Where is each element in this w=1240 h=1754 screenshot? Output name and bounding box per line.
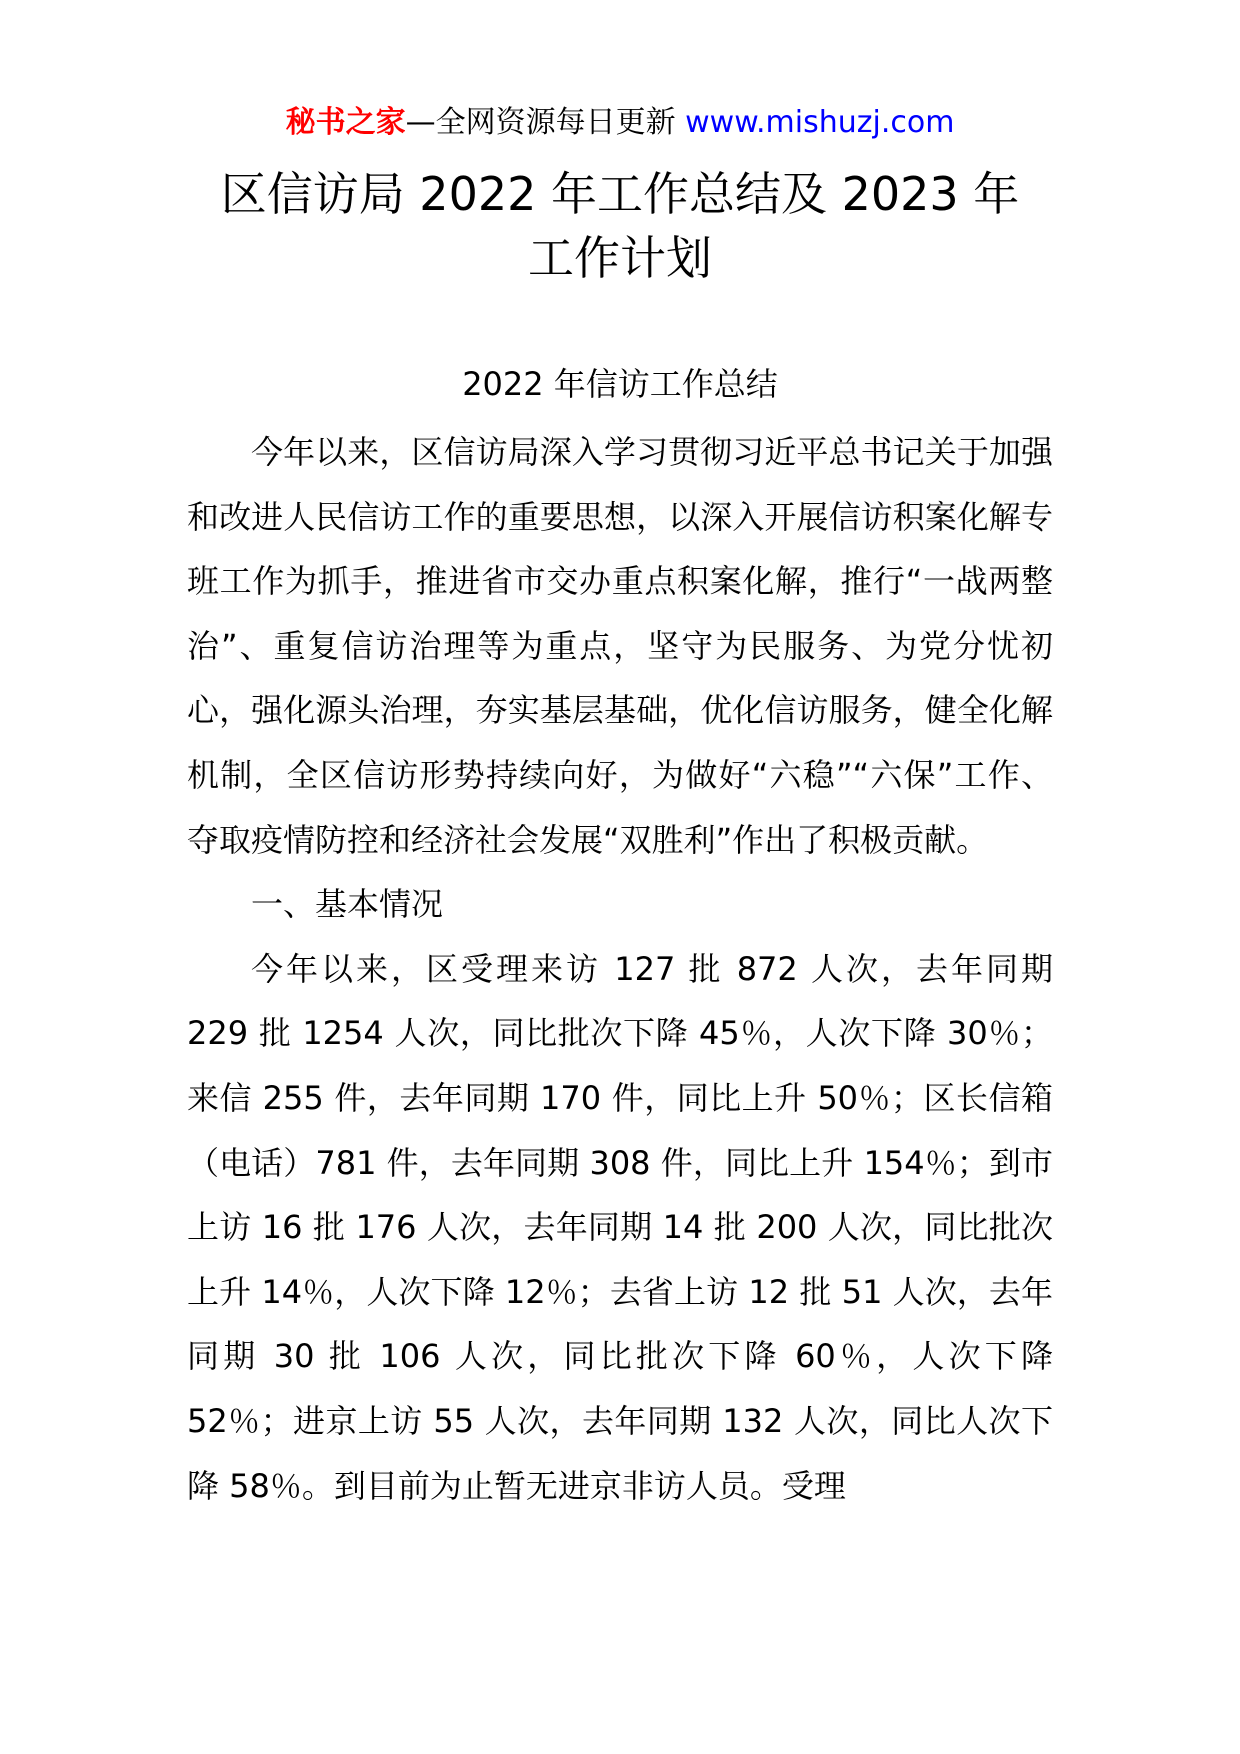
title-line-1: 区信访局 2022 年工作总结及 2023 年 bbox=[220, 167, 1020, 221]
title-line-2: 工作计划 bbox=[528, 231, 712, 285]
header-tagline: —全网资源每日更新 bbox=[405, 105, 676, 140]
site-url-link[interactable]: www.mishuzj.com bbox=[685, 105, 955, 140]
section-heading-basic-situation: 一、基本情况 bbox=[251, 885, 444, 924]
document-title bbox=[0, 162, 1240, 290]
statistics-paragraph: 今年以来，区受理来访 127 批 872 人次，去年同期 229 批 1254 人次，同比批次下降 45％，人次下降 30％；来信 255 件，去年同期 170 件，同比上升 50％；区长信箱（电话）781 件，去年同期 308 件，同比上升 154％；到市上访 16 批 176 人次，去年同期 14 批 200 人次，同比批次上升 14％，人次下降 12％；去省上访 12 批 51 人次，去年同期 30 批 106 人次，同比批次下降 60％，人次下降 52％；进京上访 55 人次，去年同期 132 人次，同比人次下降 58％。到目前为止暂无进京非访人员。受理 bbox=[187, 949, 1053, 1505]
intro-paragraph: 今年以来，区信访局深入学习贯彻习近平总书记关于加强和改进人民信访工作的重要思想，以深入开展信访积案化解专班工作为抓手，推进省市交办重点积案化解，推行“一战两整治”、重复信访治理等为重点，坚守为民服务、为党分忧初心，强化源头治理，夯实基层基础，优化信访服务，健全化解机制，全区信访形势持续向好，为做好“六稳”“六保”工作、夺取疫情防控和经济社会发展“双胜利”作出了积极贡献。 bbox=[187, 433, 1053, 859]
document-body bbox=[187, 420, 1053, 1518]
section-title: 2022 年信访工作总结 bbox=[462, 365, 778, 403]
site-header bbox=[0, 100, 1240, 146]
brand-name: 秘书之家 bbox=[285, 105, 406, 140]
